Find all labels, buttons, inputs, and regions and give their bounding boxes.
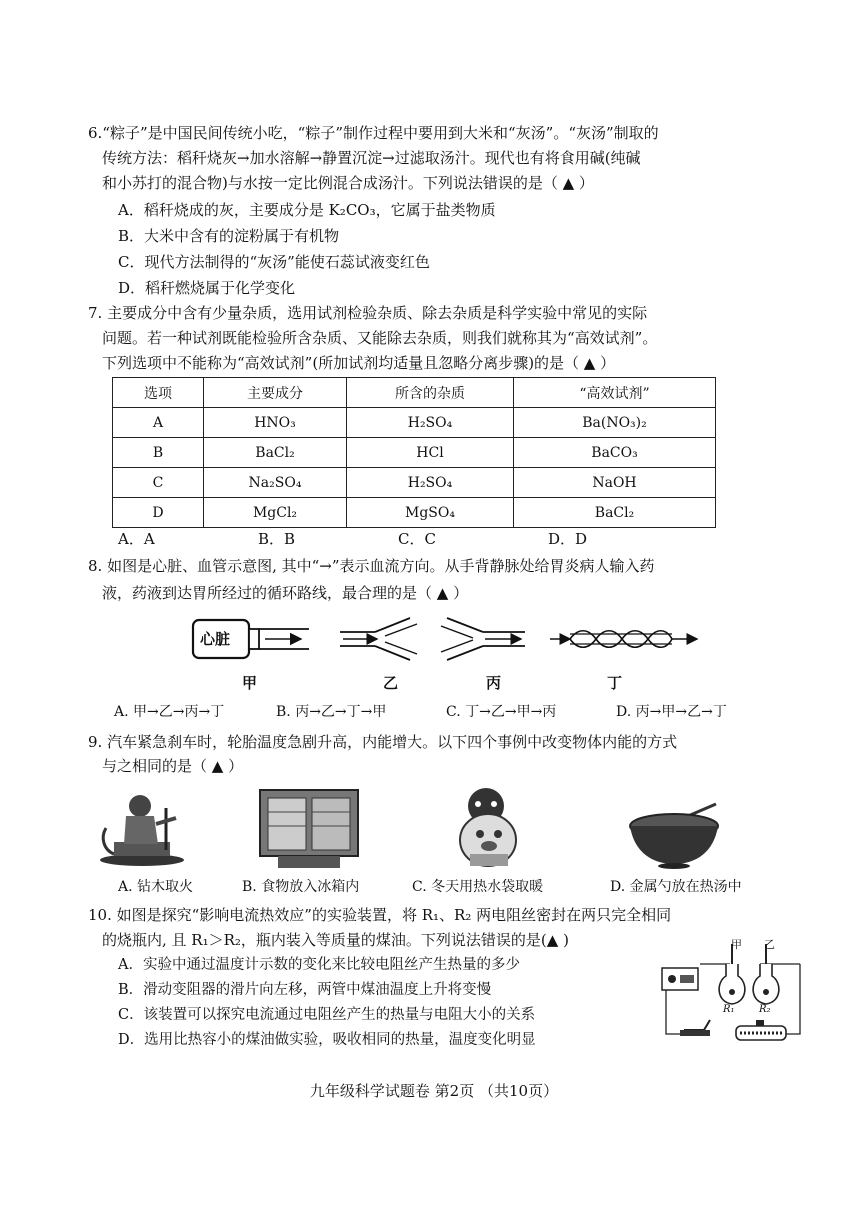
table-row bbox=[113, 498, 716, 528]
table-cell: MgCl₂ bbox=[204, 498, 347, 528]
vessel-diagram bbox=[185, 614, 705, 666]
q6-stem-line-1: 6.“粽子”是中国民间传统小吃，“粽子”制作过程中要用到大米和“灰汤”。“灰汤”制取的 bbox=[88, 124, 659, 142]
drill-wood-fire-image bbox=[96, 788, 188, 868]
table-cell: Ba(NO₃)₂ bbox=[514, 408, 716, 438]
table-cell: A bbox=[113, 408, 204, 438]
q9-caption-c: C. 冬天用热水袋取暖 bbox=[412, 879, 544, 895]
q6-option-a: A．稻秆烧成的灰，主要成分是 K₂CO₃，它属于盐类物质 bbox=[118, 201, 496, 219]
q7-stem-line-3: 下列选项中不能称为“高效试剂”(所加试剂均适量且忽略分离步骤)的是（ ▲ ） bbox=[102, 354, 616, 372]
q9-caption-b: B. 食物放入冰箱内 bbox=[242, 879, 360, 895]
table-cell: BaCO₃ bbox=[514, 438, 716, 468]
table-cell: HCl bbox=[347, 438, 514, 468]
q7-stem-line-1: 7. 主要成分中含有少量杂质，选用试剂检验杂质、除去杂质是科学实验中常见的实际 bbox=[88, 304, 648, 322]
table-header: 所含的杂质 bbox=[347, 378, 514, 408]
q8-stem-line-1: 8. 如图是心脏、血管示意图, 其中“→”表示血流方向。从手背静脉处给胃炎病人输入药 bbox=[88, 557, 655, 575]
vessel-yi bbox=[340, 618, 417, 660]
vessel-jia bbox=[249, 629, 309, 649]
q10-stem-line-2: 的烧瓶内, 且 R₁＞R₂，瓶内装入等质量的煤油。下列说法错误的是(▲ ) bbox=[102, 931, 569, 949]
q7-table bbox=[112, 377, 716, 528]
table-cell: H₂SO₄ bbox=[347, 468, 514, 498]
q10-option-b: B．滑动变阻器的滑片向左移，两管中煤油温度上升将变慢 bbox=[118, 982, 492, 998]
q9-caption-a: A. 钻木取火 bbox=[118, 879, 194, 895]
q9-stem-line-1: 9. 汽车紧急刹车时，轮胎温度急剧升高，内能增大。以下四个事例中改变物体内能的方式 bbox=[88, 733, 678, 751]
table-header-row bbox=[113, 378, 716, 408]
table-cell: C bbox=[113, 468, 204, 498]
vessel-label-ding: 丁 bbox=[607, 674, 623, 692]
resistor-label-r1: R₁ bbox=[723, 1004, 735, 1015]
table-header: “高效试剂” bbox=[514, 378, 716, 408]
q7-choice-d: D．D bbox=[548, 530, 588, 548]
q8-choice-c: C. 丁→乙→甲→丙 bbox=[446, 704, 557, 720]
flask-label-yi: 乙 bbox=[764, 938, 775, 951]
table-cell: BaCl₂ bbox=[514, 498, 716, 528]
table-cell: B bbox=[113, 438, 204, 468]
table-header: 选项 bbox=[113, 378, 204, 408]
fridge-image bbox=[258, 788, 360, 870]
q8-choice-a: A. 甲→乙→丙→丁 bbox=[114, 704, 225, 720]
table-cell: HNO₃ bbox=[204, 408, 347, 438]
q10-option-d: D．选用比热容小的煤油做实验，吸收相同的热量，温度变化明显 bbox=[118, 1032, 536, 1048]
q8-choice-d: D. 丙→甲→乙→丁 bbox=[616, 704, 727, 720]
q7-choice-a: A．A bbox=[118, 530, 155, 548]
q9-stem-line-2: 与之相同的是（ ▲ ） bbox=[102, 757, 244, 775]
table-cell: Na₂SO₄ bbox=[204, 468, 347, 498]
page-footer: 九年级科学试题卷 第2页 （共10页） bbox=[309, 1082, 559, 1100]
table-row bbox=[113, 438, 716, 468]
q9-caption-d: D. 金属勺放在热汤中 bbox=[610, 879, 742, 895]
vessel-label-yi: 乙 bbox=[383, 674, 399, 692]
table-row bbox=[113, 468, 716, 498]
flask-jia bbox=[719, 964, 745, 1004]
soup-bowl-image bbox=[628, 800, 724, 870]
heart-label: 心脏 bbox=[200, 630, 231, 648]
resistor-label-r2: R₂ bbox=[759, 1004, 771, 1015]
q6-option-c: C．现代方法制得的“灰汤”能使石蕊试液变红色 bbox=[118, 253, 430, 271]
table-cell: D bbox=[113, 498, 204, 528]
q10-stem-line-1: 10. 如图是探究“影响电流热效应”的实验装置，将 R₁、R₂ 两电阻丝密封在两只完全相同 bbox=[88, 906, 672, 924]
q7-stem-line-2: 问题。若一种试剂既能检验所含杂质、又能除去杂质，则我们就称其为“高效试剂”。 bbox=[102, 329, 658, 347]
table-row bbox=[113, 408, 716, 438]
vessel-label-jia: 甲 bbox=[242, 674, 258, 692]
vessel-bing bbox=[441, 618, 525, 660]
flask-label-jia: 甲 bbox=[731, 938, 742, 951]
table-cell: BaCl₂ bbox=[204, 438, 347, 468]
vessel-ding bbox=[550, 631, 697, 648]
circuit-apparatus bbox=[660, 934, 810, 1054]
table-cell: MgSO₄ bbox=[347, 498, 514, 528]
q8-stem-line-2: 液，药液到达胃所经过的循环路线，最合理的是（ ▲ ） bbox=[102, 584, 469, 602]
table-header: 主要成分 bbox=[204, 378, 347, 408]
q10-option-c: C．该装置可以探究电流通过电阻丝产生的热量与电阻大小的关系 bbox=[118, 1007, 536, 1023]
q7-choice-c: C．C bbox=[398, 530, 436, 548]
q6-stem-line-3: 和小苏打的混合物)与水按一定比例混合成汤汁。下列说法错误的是（ ▲ ） bbox=[102, 174, 594, 192]
switch bbox=[684, 1020, 710, 1030]
flask-yi bbox=[753, 964, 779, 1004]
q8-choice-b: B. 丙→乙→丁→甲 bbox=[276, 704, 387, 720]
q10-option-a: A．实验中通过温度计示数的变化来比较电阻丝产生热量的多少 bbox=[118, 957, 520, 973]
hot-water-bag-image bbox=[448, 784, 528, 870]
q7-choice-b: B．B bbox=[258, 530, 296, 548]
table-cell: NaOH bbox=[514, 468, 716, 498]
q6-option-d: D．稻秆燃烧属于化学变化 bbox=[118, 279, 296, 297]
vessel-label-bing: 丙 bbox=[486, 674, 502, 692]
table-cell: H₂SO₄ bbox=[347, 408, 514, 438]
q6-stem-line-2: 传统方法：稻秆烧灰→加水溶解→静置沉淀→过滤取汤汁。现代也有将食用碱(纯碱 bbox=[102, 149, 641, 167]
q6-option-b: B．大米中含有的淀粉属于有机物 bbox=[118, 227, 340, 245]
